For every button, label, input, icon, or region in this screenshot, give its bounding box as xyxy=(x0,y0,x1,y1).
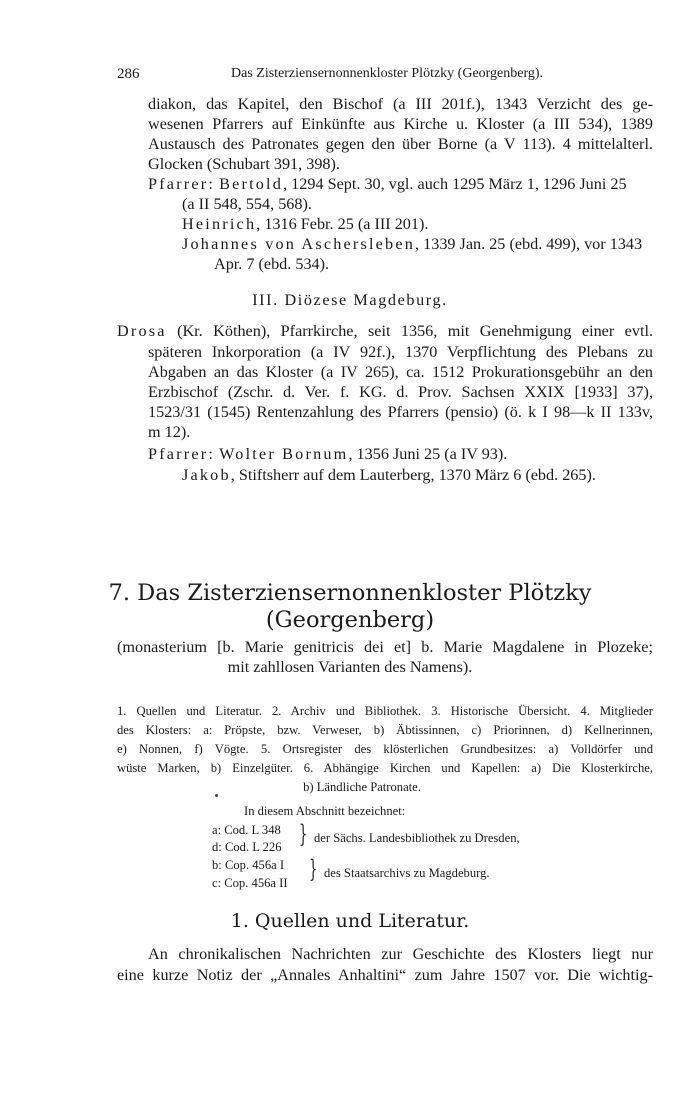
drosa-first-rest: (Kr. Köthen), Pfarrkirche, seit 1356, mit Genehmigung einer evtl. xyxy=(166,322,653,340)
chapter-title-line-2: (Georgenberg) xyxy=(265,607,435,633)
drosa-line-6: m 12). xyxy=(148,423,191,441)
pfarrer-cont: (a II 548, 554, 568). xyxy=(182,195,312,213)
drosa-line-3: Abgaben an das Kloster (a IV 265), ca. 1512 Prokurationsgebühr an den xyxy=(148,363,653,381)
johannes-details: , 1339 Jan. 25 (ebd. 499), vor 1343 xyxy=(415,235,643,253)
heinrich-details: , 1316 Febr. 25 (a III 201). xyxy=(256,215,429,233)
chapter-title-line-1: 7. Das Zisterziensernonnenkloster Plötzky xyxy=(108,580,592,606)
siglum-d: d: Cod. L 226 xyxy=(212,840,282,854)
pfarrer-details: , 1294 Sept. 30, vgl. auch 1295 März 1, 1296 Juni 25 xyxy=(283,175,627,193)
toc-line-4: wüste Marken, b) Einzelgüter. 6. Abhängige Kirchen und Kapellen: a) Die Klosterkirche, xyxy=(117,761,653,775)
jakob-details: , Stiftsherr auf dem Lauterberg, 1370 März 6 (ebd. 265). xyxy=(230,466,596,484)
entry-line-2: wesenen Pfarrers auf Einkünfte aus Kirche u. Kloster (a III 534), 1389 xyxy=(148,115,653,133)
toc-line-5: b) Ländliche Patronate. xyxy=(303,780,421,794)
drosa-line-5: 1523/31 (1545) Rentenzahlung des Pfarrers (pensio) (ö. k I 98—k II 133v, xyxy=(148,403,653,421)
drosa-pfarrer-label: Pfarrer: xyxy=(148,445,216,463)
brace-dresden: } xyxy=(299,820,308,848)
running-title: Das Zisterziensernonnenkloster Plötzky (Georgenberg). xyxy=(231,66,544,81)
johannes-name: Johannes von Aschersleben xyxy=(182,235,416,253)
entry-line-3: Austausch des Patronates gegen den über Borne (a V 113). 4 mittelalterl. xyxy=(148,135,653,153)
pfarrer-label: Pfarrer: xyxy=(148,175,216,193)
entry-line-1: diakon, das Kapitel, den Bischof (a III 201f.), 1343 Verzicht des ge- xyxy=(148,95,653,113)
sigla-intro: In diesem Abschnitt bezeichnet: xyxy=(244,804,406,818)
siglum-c: c: Cop. 456a II xyxy=(212,876,288,890)
sigla-magdeburg-desc: des Staatsarchivs zu Magdeburg. xyxy=(324,866,490,880)
heinrich-name: Heinrich xyxy=(182,215,257,233)
johannes-line xyxy=(182,235,642,255)
brace-magdeburg: } xyxy=(309,855,318,883)
drosa-first-line xyxy=(117,322,653,342)
heinrich-line xyxy=(182,215,428,235)
drosa-pfarrer-details: , 1356 Juni 25 (a IV 93). xyxy=(348,445,508,463)
pfarrer-name: Bertold xyxy=(219,175,284,193)
drosa-pfarrer-line xyxy=(148,445,507,465)
drosa-pfarrer-name: Wolter Bornum xyxy=(219,445,349,463)
diocese-heading: III. Diözese Magdeburg. xyxy=(252,291,448,309)
page-number: 286 xyxy=(117,66,140,82)
section-heading: 1. Quellen und Literatur. xyxy=(230,910,470,932)
drosa-line-4: Erzbischof (Zschr. d. Ver. f. KG. d. Prov. Sachsen XXIX [1933] 37), xyxy=(148,383,653,401)
siglum-a: a: Cod. L 348 xyxy=(212,823,281,837)
sigla-dresden-desc: der Sächs. Landesbibliothek zu Dresden, xyxy=(314,831,520,845)
chapter-subtitle-line-2: mit zahllosen Varianten des Namens). xyxy=(227,658,473,676)
toc-line-3: e) Nonnen, f) Vögte. 5. Ortsregister des klösterlichen Grundbesitzes: a) Volldörfer und xyxy=(117,742,653,756)
jakob-line xyxy=(182,466,596,486)
print-speck xyxy=(215,794,218,797)
chapter-subtitle-line-1: (monasterium [b. Marie genitricis dei et] b. Marie Magdalene in Plozeke; xyxy=(117,638,653,656)
siglum-b: b: Cop. 456a I xyxy=(212,858,285,872)
pfarrer-line xyxy=(148,175,627,195)
jakob-name: Jakob xyxy=(182,466,231,484)
entry-line-4: Glocken (Schubart 391, 398). xyxy=(148,155,340,173)
toc-line-1: 1. Quellen und Literatur. 2. Archiv und Bibliothek. 3. Historische Übersicht. 4. Mitglieder xyxy=(117,704,653,718)
section-line-2: eine kurze Notiz der „Annales Anhaltini“ zum Jahre 1507 vor. Die wichtig- xyxy=(117,966,653,984)
johannes-cont: Apr. 7 (ebd. 534). xyxy=(214,255,330,273)
drosa-line-2: späteren Inkorporation (a IV 92f.), 1370 Verpflichtung des Plebans zu xyxy=(148,343,653,361)
drosa-place: Drosa xyxy=(117,322,167,340)
toc-line-2: des Klosters: a: Pröpste, bzw. Verweser, b) Äbtissinnen, c) Priorinnen, d) Kellnerinnen, xyxy=(117,723,653,737)
section-line-1: An chronikalischen Nachrichten zur Geschichte des Klosters liegt nur xyxy=(148,945,653,963)
